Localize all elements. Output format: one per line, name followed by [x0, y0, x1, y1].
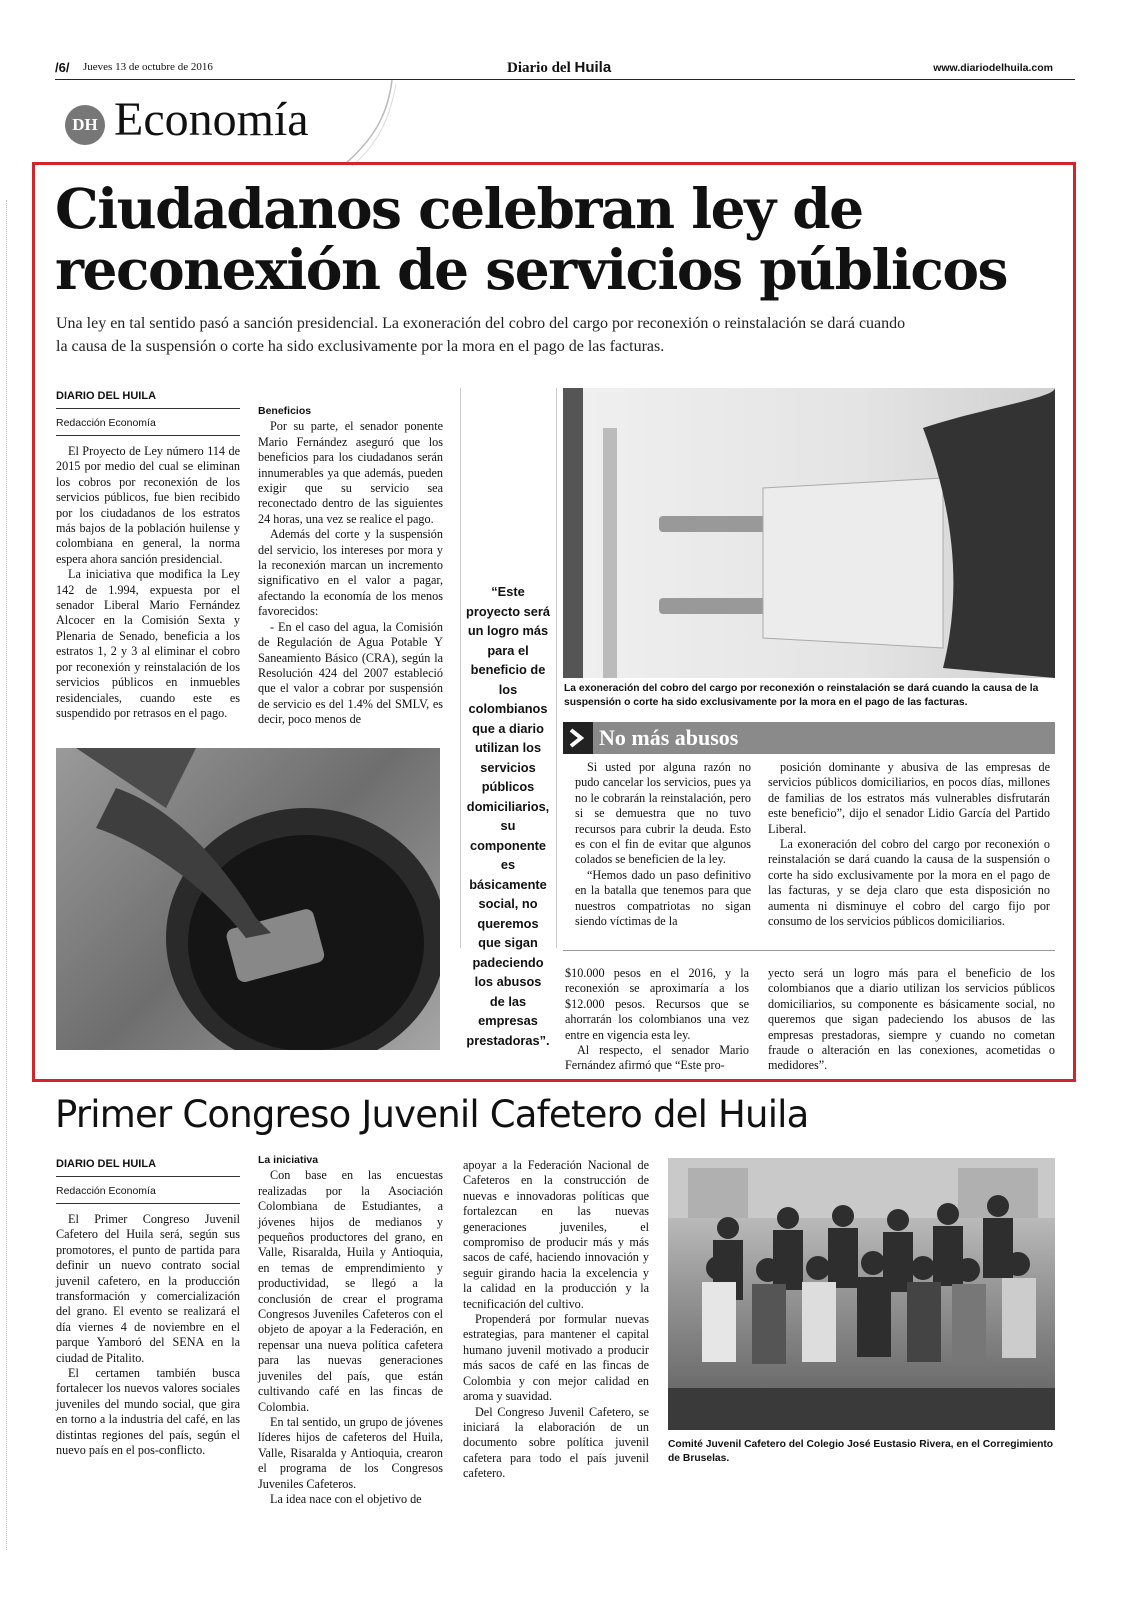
article2-headline: Primer Congreso Juvenil Cafetero del Huila [55, 1093, 809, 1136]
left-margin-dots [6, 200, 8, 1550]
article1-paragraph: Por su parte, el senador ponente Mario Fernández aseguró que los beneficios para los ciudadanos serán innumerables ya que además, pueden exigir que su servicio sea reconectado dentro de las siguientes 24 horas, una vez se realice el pago. [258, 419, 443, 526]
pull-quote-divider-right [556, 388, 557, 948]
article2-paragraph: El Primer Congreso Juvenil Cafetero del Huila será, según sus promotores, el punto de partida para definir un nuevo contrato social juvenil cafetero, en la producción transformación y comercialización del grano. El evento se realizará el día viernes 4 de noviembre en el parque Yamboró del SENA en la ciudad de Pitalito. [56, 1212, 240, 1365]
box-title: No más abusos [599, 725, 739, 750]
article1-byline: DIARIO DEL HUILA [56, 390, 157, 402]
deck-line1: Una ley en tal sentido pasó a sanción presidencial. La exoneración del cobro del cargo por reconexión o reinstalación se dará cuando [56, 315, 906, 332]
box-paragraph: Si usted por alguna razón no pudo cancelar los servicios, pues ya no le cobrarán la reinstalación, pero si se demuestra que no tuvo recursos para cubrir la deuda. Esto es con el fin de evitar que algunos colados se beneficien de la ley. [575, 760, 751, 867]
logo-text: DH [72, 115, 98, 134]
article2-paragraph: Del Congreso Juvenil Cafetero, se iniciará la elaboración de un documento sobre política juvenil cafetera para todo el país juvenil cafetero. [463, 1404, 649, 1481]
article2-column-1 [56, 1158, 240, 1459]
box-paragraph: La exoneración del cobro del cargo por reconexión o reinstalación se dará cuando la causa de la suspensión o corte ha sido exclusivamente por la mora en el pago de las facturas, y se deja claro que esta disposición no aumenta ni disminuye el cobro del cargo fijo por consumo de los servicios públicos domiciliarios. [768, 837, 1050, 929]
pull-quote-divider [460, 388, 461, 948]
article2-byline: DIARIO DEL HUILA [56, 1158, 157, 1170]
section-swoosh [340, 78, 400, 168]
box-header [563, 722, 1055, 754]
article1-paragraph: $10.000 pesos en el 2016, y la reconexión se aproximaría a los $12.000 pesos. Recursos que se ahorrarán los colombianos una vez entre en vigencia esta ley. [565, 966, 749, 1042]
beneficios-subhead: Beneficios [258, 405, 312, 417]
article1-desk: Redacción Economía [56, 417, 156, 429]
paper-name-part1: Diario del [507, 60, 575, 76]
desk-rule [56, 1203, 240, 1204]
plug-photo [563, 388, 1055, 678]
headline-line2: reconexión de servicios públicos [55, 237, 1008, 302]
article1-paragraph: El Proyecto de Ley número 114 de 2015 por medio del cual se eliminan los cobros por reconexión de los servicios públicos, fue bien recibido por los ciudadanos de los estratos más bajos de la población huilense y colombiana en general, la norma espera ahora sanción presidencial. [56, 444, 240, 566]
article2-paragraph: El certamen también busca fortalecer los nuevos valores sociales juveniles del mundo social, que gira en torno a la industria del café, en las distintas regiones del país, según el nuevo país en el pos-conflicto. [56, 1366, 240, 1458]
group-photo [668, 1158, 1055, 1430]
page-header [55, 60, 1075, 80]
article2-column-2 [258, 1153, 443, 1507]
article1-paragraph: - En el caso del agua, la Comisión de Regulación de Agua Potable Y Saneamiento Básico (CRA), según la Resolución 424 del 2007 estableció que el valor a cobrar por suspensión de servicio es del 1.4% del SMLV, es decir, poco menos de [258, 619, 443, 727]
page-date: Jueves 13 de octubre de 2016 [83, 61, 213, 73]
article2-paragraph: Propenderá por formular nuevas estrategias, para mantener el capital humano juvenil motivado a producir más sacos de café en las fincas de Colombia y con mejor calidad en aroma y suavidad. [463, 1312, 649, 1404]
paper-name [507, 59, 611, 77]
article1-deck [56, 312, 1066, 358]
box-column-1 [575, 760, 751, 929]
deck-line2: la causa de la suspensión o corte ha sido exclusivamente por la mora en el pago de las facturas. [56, 338, 665, 355]
section-logo [65, 105, 105, 145]
plug-photo-caption: La exoneración del cobro del cargo por reconexión o reinstalación se dará cuando la causa de la suspensión o corte ha sido exclusivamente por la mora en el pago de las facturas. [564, 683, 1039, 708]
headline-line1: Ciudadanos celebran ley de [55, 176, 863, 241]
box-column-2 [768, 760, 1050, 929]
pull-quote: “Este proyecto será un logro más para el beneficio de los colombianos que a diario utilizan los servicios públicos domiciliarios, su componente es básicamente social, no queremos que sigan padeciendo los abusos de las empresas prestadoras”. [466, 584, 550, 1048]
plug-illustration [563, 388, 1055, 678]
article1-column-1 [56, 390, 240, 721]
article2-paragraph: apoyar a la Federación Nacional de Cafeteros en la construcción de nuevas e innovadoras políticas que fortalezcan en las nuevas generaciones juveniles, el compromiso de producir más y más sacos de café, haciendo innovación y seguir girando hacia la excelencia y la calidad en la producción y la tecnificación del cultivo. [463, 1158, 649, 1311]
group-illustration [668, 1158, 1055, 1430]
article1-paragraph: Además del corte y la suspensión del servicio, los intereses por mora y la reconexión marcan un incremento significativo en el valor a pagar, afectando la economía de los menos favorecidos: [258, 527, 443, 619]
box-bottom-rule [563, 950, 1055, 951]
article1-bottom-column-2 [768, 966, 1055, 1074]
box-paragraph: “Hemos dado un paso definitivo en la batalla que tenemos para que nuestros compatriotas no sigan siendo víctimas de la [575, 867, 751, 929]
meter-photo [56, 748, 440, 1050]
byline-rule [56, 408, 240, 409]
meter-illustration [56, 748, 440, 1050]
box-paragraph: posición dominante y abusiva de las empresas de servicios públicos domiciliarios, en pocos días, millones de familias de los estratos más vulnerables disfrutarán este beneficio”, dijo el senador Lidio García del Partido Liberal. [768, 760, 1050, 836]
paper-name-part2: Huila [574, 59, 612, 76]
article2-paragraph: En tal sentido, un grupo de jóvenes líderes hijos de cafeteros del Huila, Valle, Risaralda y Antioquia, crearon el programa de los Congresos Juveniles Cafeteros. [258, 1414, 443, 1491]
article1-paragraph: Al respecto, el senador Mario Fernández afirmó que “Este pro- [565, 1043, 749, 1073]
group-photo-caption: Comité Juvenil Cafetero del Colegio José Eustasio Rivera, en el Corregimiento de Bruselas. [668, 1439, 1054, 1464]
article2-paragraph: Con base en las encuestas realizadas por la Asociación Colombiana de Estudiantes, a jóvenes hijos de medianos y pequeños productores del grano, en Valle, Risaralda, Huila y Antioquia, en temas de emprendimiento y productividad, se llegó a la conclusión de crear el programa Congresos Juveniles Cafeteros con el objeto de apoyar a la Federación, en repensar una nueva política cafetera para las nuevas generaciones juveniles del país, que están cultivando café en las fincas de Colombia. [258, 1168, 443, 1414]
article1-bottom-column-1 [565, 966, 749, 1074]
byline-rule [56, 1176, 240, 1177]
article1-column-2 [258, 404, 443, 728]
box-arrow-icon [563, 722, 593, 754]
article1-paragraph: yecto será un logro más para el beneficio de los colombianos que a diario utilizan los servicios públicos domiciliarios, su componente es básicamente social, no queremos que sigan padeciendo los abusos de las empresas prestadoras, siempre y cuando no cometan fraude o alteración en las conexiones, acometidas o medidores”. [768, 966, 1055, 1073]
website: www.diariodelhuila.com [933, 62, 1053, 74]
article2-desk: Redacción Economía [56, 1185, 156, 1197]
article2-column-3 [463, 1158, 649, 1482]
article1-headline [55, 178, 1065, 300]
iniciativa-subhead: La iniciativa [258, 1154, 319, 1166]
article1-paragraph: La iniciativa que modifica la Ley 142 de 1.994, expuesta por el senador Liberal Mario Fernández Alcocer en la Comisión Sexta y Plenaria de Senado, beneficia a los estratos 1, 2 y 3 al eliminar el cobro por reconexión y reinstalación de los servicios públicos en inmuebles residenciales, cuando este es suspendido por retrasos en el pago. [56, 567, 240, 720]
desk-rule [56, 435, 240, 436]
page-number: /6/ [55, 60, 70, 75]
section-title: Economía [114, 93, 309, 146]
article2-paragraph: La idea nace con el objetivo de [270, 1491, 422, 1506]
